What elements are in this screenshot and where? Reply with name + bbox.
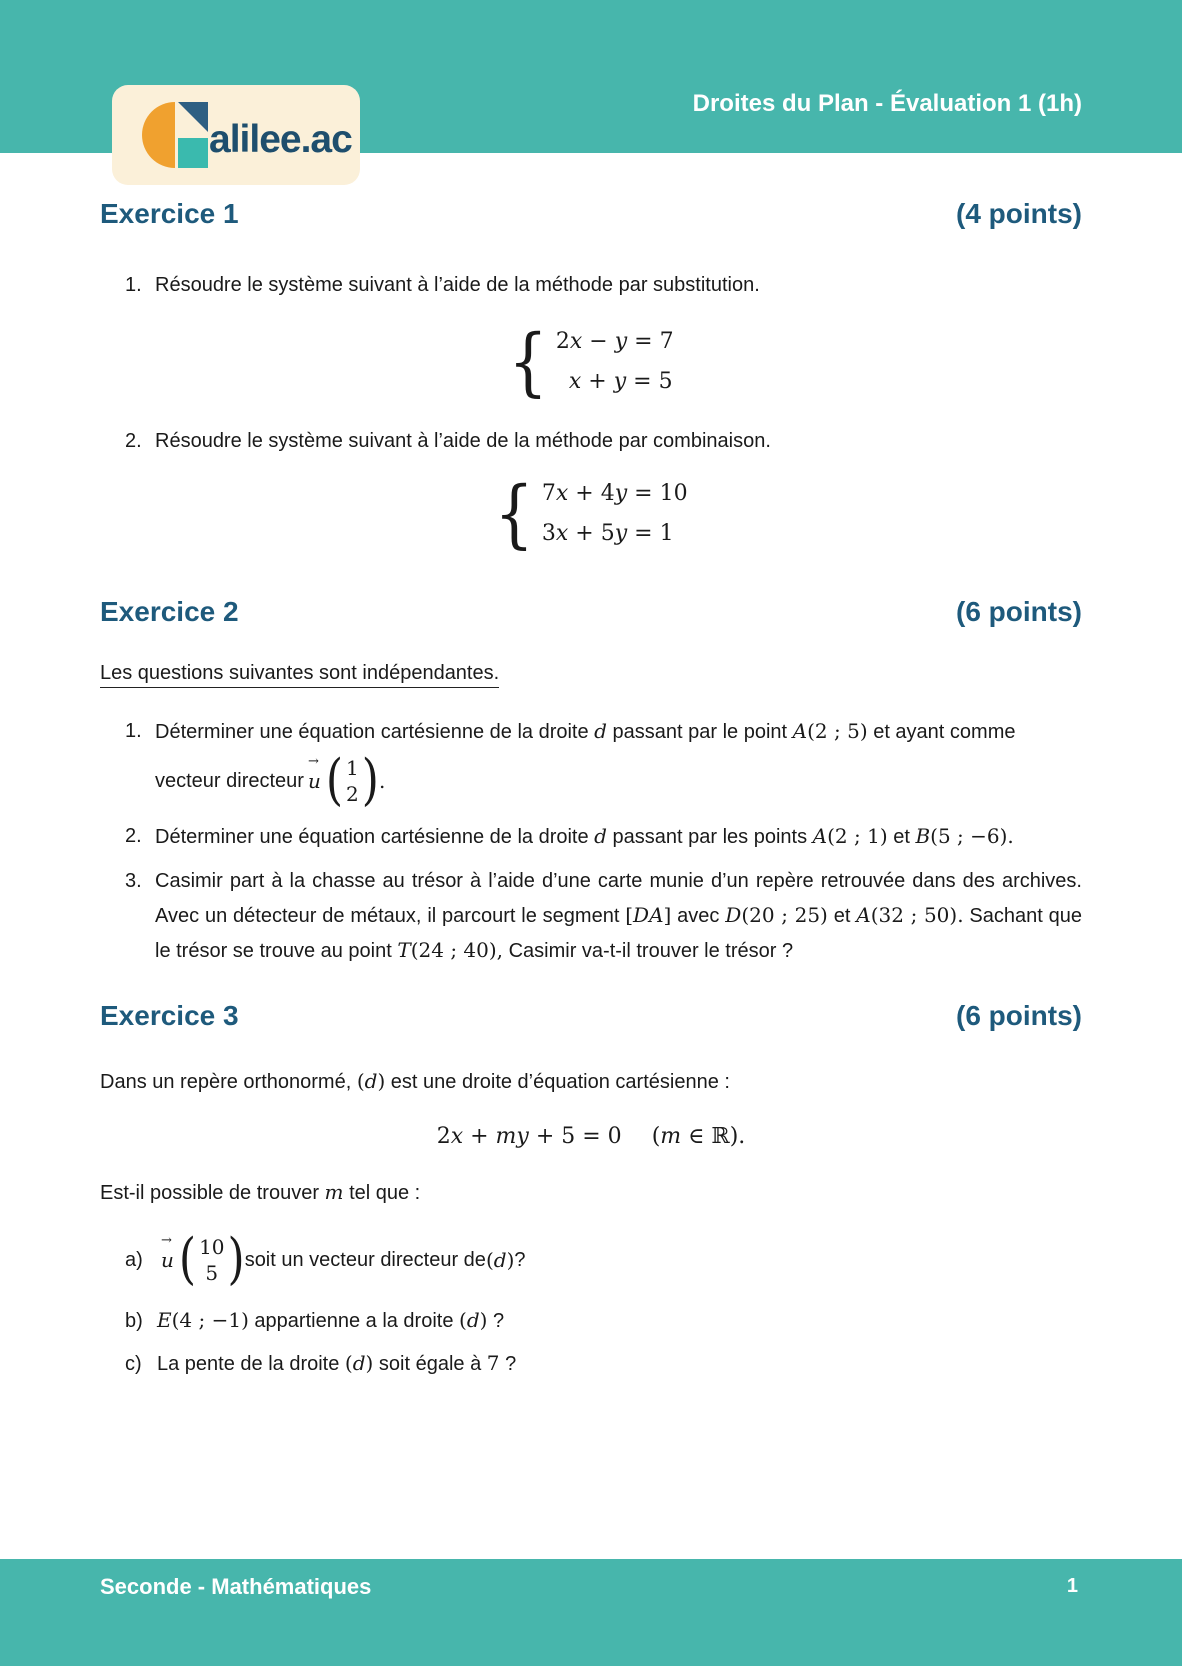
ex1-sys2-line2: 3x + 5y = 1 <box>541 521 674 546</box>
logo-g-icon <box>142 102 208 168</box>
ex1-system1 <box>100 318 1082 406</box>
vector-u: → u <box>161 1248 174 1272</box>
logo-halfdisc-icon <box>142 102 175 168</box>
logo <box>112 85 360 185</box>
exercise3-title: Exercice 3 <box>100 1000 239 1031</box>
ex1-system2 <box>100 470 1082 558</box>
ex2-q1-number: 1. <box>125 720 142 742</box>
ex1-sys1-line2: x + y = 5 <box>568 369 673 394</box>
ex2-intro-row <box>100 662 1082 688</box>
ex2-q1-line2: vecteur directeur → u ( 1 2 ) . <box>100 749 1082 813</box>
footer-course: Seconde - Mathématiques <box>100 1574 372 1599</box>
ex2-question1 <box>100 714 1082 749</box>
ex1-q2-text: Résoudre le système suivant à l’aide de la méthode par combinaison. <box>155 430 771 452</box>
footer-banner <box>0 1559 1182 1666</box>
right-paren: ) <box>361 748 379 813</box>
exercise2-title: Exercice 2 <box>100 596 239 627</box>
exercise2-header <box>100 596 1082 628</box>
ex1-q2-number: 2. <box>125 430 142 452</box>
ex2-intro: Les questions suivantes sont indépendantes. <box>100 662 499 688</box>
ex1-sys1-line1: 2x − y = 7 <box>555 329 674 354</box>
ex3-intro: Dans un repère orthonormé, (d) est une droite d’équation cartésienne : <box>100 1069 730 1093</box>
exercise1-title: Exercice 1 <box>100 198 239 229</box>
exercise1-points: (4 points) <box>956 198 1082 229</box>
vector-u: → u <box>308 769 321 793</box>
left-paren: ( <box>325 748 344 813</box>
exercise2-points: (6 points) <box>956 596 1082 627</box>
ex2-question3 <box>100 864 1082 968</box>
exercise3-header <box>100 1000 1082 1032</box>
system-brace: { <box>494 469 534 558</box>
logo-text: alilee.ac <box>209 118 352 161</box>
ex3-item-b: b) E(4 ; −1) appartienne a la droite (d) ? <box>100 1302 1082 1339</box>
exercise3-points: (6 points) <box>956 1000 1082 1031</box>
ex1-q1-number: 1. <box>125 274 142 296</box>
ex1-sys2-line1: 7x + 4y = 10 <box>541 481 688 506</box>
logo-triangle-icon <box>178 102 208 132</box>
ex3-item-a: a) → u ( 10 5 ) soit un vecteur directeur de (d) ? <box>100 1220 1082 1300</box>
ex2-q3-number: 3. <box>125 870 142 892</box>
ex3-equation: 2x + my + 5 = 0 (m ∈ ℝ). <box>436 1124 746 1149</box>
logo-square-icon <box>178 138 208 168</box>
ex3-item-c: c) La pente de la droite (d) soit égale à 7 ? <box>100 1345 1082 1382</box>
ex3-b-label: b) <box>125 1309 143 1332</box>
ex2-q1-line1: Déterminer une équation cartésienne de la droite d passant par le point A(2 ; 5) et ayant comme <box>155 719 1016 743</box>
ex2-q2-number: 2. <box>125 825 142 847</box>
left-paren: ( <box>178 1227 197 1292</box>
ex3-a-label: a) <box>125 1248 143 1271</box>
ex2-question2 <box>100 819 1082 854</box>
ex1-question2 <box>100 424 1082 458</box>
ex3-c-label: c) <box>125 1352 142 1375</box>
exercise1-header <box>100 198 1082 230</box>
column-vector: ( 10 5 ) <box>178 1227 245 1292</box>
ex3-question-stem: Est-il possible de trouver m tel que : <box>100 1180 421 1204</box>
ex1-q1-text: Résoudre le système suivant à l’aide de la méthode par substitution. <box>155 274 760 296</box>
system-brace: { <box>508 317 548 406</box>
right-paren: ) <box>227 1227 245 1292</box>
ex2-q2-text: Déterminer une équation cartésienne de la droite d passant par les points A(2 ; 1) et B(5 ; −6). <box>155 824 1014 848</box>
ex1-question1 <box>100 268 1082 302</box>
footer-page-number: 1 <box>1066 1575 1078 1597</box>
column-vector: ( 1 2 ) <box>325 748 379 813</box>
document-title: Droites du Plan - Évaluation 1 (1h) <box>692 90 1082 117</box>
ex2-q3-text: Casimir part à la chasse au trésor à l’aide d’une carte munie d’un repère retrouvée dans des archives. Avec un détecteur de métaux, il parcourt le segment [DA] avec D(20 ; 25) et A(32 ; 50). Sachant que le trésor se trouve au point T(24 ; 40), Casimir va-t-il trouver le trésor ? <box>155 870 1083 962</box>
document-body <box>100 153 1082 1382</box>
